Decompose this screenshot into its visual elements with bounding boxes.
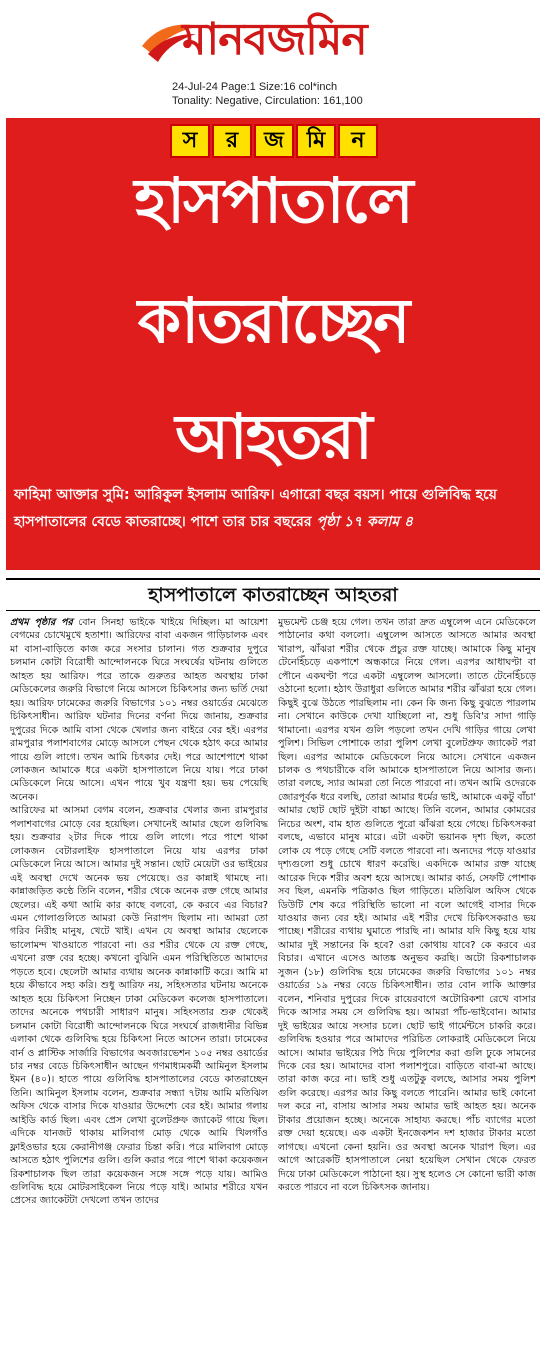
clipping-meta xyxy=(172,80,363,108)
column-2 xyxy=(278,616,536,1354)
meta-tonality: Tonality: Negative, Circulation: 161,100 xyxy=(172,95,363,107)
jump-reference: পৃষ্ঠা ১৭ কলাম ৪ xyxy=(316,514,414,530)
headline-line-3: আহতরা xyxy=(175,400,371,473)
kicker-sorjomin xyxy=(170,124,380,160)
article-title: হাসপাতালে কাতরাচ্ছেন আহতরা xyxy=(6,578,540,611)
continued-from-label: প্রথম পৃষ্ঠার পর xyxy=(10,617,73,628)
column-1 xyxy=(10,616,268,1354)
byline: ফাহিমা আক্তার সুমি: xyxy=(14,487,130,503)
kicker-letter: স xyxy=(170,124,210,158)
masthead xyxy=(0,0,546,112)
paragraph: মুভমেন্ট চেঞ্জ হয়ে গেল। তখন তারা দ্রুত এম্বুলেন্স এনে মেডিকেলে পাঠানোর কথা বললো। এম্বুলেন্স আসতে আসতে আমার অবস্থা খারাপ, ঝাঁঝরা শরীর থেকে প্রচুর রক্ত যাচ্ছে। আমাকে কিছু মানুষ টেনেহিঁচড়ে একপাশে অন্ধকারে নিয়ে গেল। এরপর আধাঘণ্টা বা পৌনে একঘণ্টা পরে একটা এম্বুলেন্স আসলো। তাতে টেনেহিঁচড়ে ওঠানো হলো। হঠাৎ উরাধুরা গুলিতে আমার শরীর ঝাঁঝরা হয়ে গেল। কিছুই বুঝে উঠতে পারছিলাম না। কেন কি জন্য কিছু বুঝতে পারলাম না। সেখানে কাউকে দেখা যাচ্ছিলো না, শুধু ডিবি'র সাদা গাড়ি থামানো। এরপর যখন গুলি পড়লো তখন দেখি গাড়ির গায়ে লেখা পুলিশ। সিভিল পোশাকে তারা পুলিশ লেখা বুলেটপ্রুফ জ্যাকেট পরা ছিল। এরপর আমাকে মেডিকেলে নিয়ে আসে। সেখানে একজন চালক ও পথচারীকে বলি আমাকে হাসপাতালে নিয়ে আসার জন্য। তারা বলছে, স্যার আমরা তো নিতে পারবো না। তখন আমি ওদেরকে জোরপূর্বক ধরে বলছি, তোরা আমার ধর্মের ভাই, আমাকে একটু বাঁচা' আমার ছোট ছোট দুইটা বাচ্চা আছে। তিনি বলেন, আমার কোমরের নিচের অংশ, বাম হাত গুলিতে পুরো ঝাঁঝরা হয়ে গেছে। চিকিৎসকরা বলছে, এভাবে মানুষ মারে। এটা একটা ভয়ানক দৃশ্য ছিল, কতো লোক যে পড়ে গেছে সেটি বলতে পারবো না। অন্যদের পড়ে যাওয়ার দৃশ্যগুলো শুধু চোখে ধারণ করেছি। একদিকে আমার রক্ত যাচ্ছে আরেক দিকে শরীর অবশ হয়ে আসছে। আমার কার্ড, সেফটি পোশাক সব ছিল, এমনকি পত্রিকাও ছিল গাড়িতে। মতিঝিল অফিস থেকে ডিউটি শেষ করে পরিস্থিতি ভালো না বলে আগেই বাসার দিকে যাওয়ার জন্য বের হই। আমার এই শরীর দেখে চিকিৎসকরাও ভয় পাচ্ছে। শরীরের ব্যথায় ঘুমাতে পারছি না। আমার যদি কিছু হয়ে যায় আমার দুই সন্তানের কি হবে? ওরা কোথায় যাবে? কে করবে এর বিচার। এখানে এসেও আতঙ্ক অনুভব করছি। অটো রিকশাচালক সুজন (১৮) গুলিবিদ্ধ হয়ে ঢামেকের জরুরি বিভাগের ১০১ নম্বর ওয়ার্ডের ১৯ নম্বর বেডে চিকিৎসাধীন। তার বোন লাকি আক্তার বলেন, শনিবার দুপুরের দিকে রায়েরবাগে অটোরিকশা রেখে বাসার দিকে আসার সময় সে গুলিবিদ্ধ হয়। আমরা পাঁচ-ভাইবোন। আমার দুই ভাইয়ের আয়ে সংসার চলে। ছোট ভাই গার্মেন্টসে চাকরি করে। গুলিবিদ্ধ হওয়ার পরে আমাদের পরিচিত লোকরাই মেডিকেলে নিয়ে আসে। আমার ভাইয়ের পিঠ দিয়ে পুলিশের করা গুলি ঢুকে সামনের দিকে বের হয়। আমাদের বাসা পলাশপুরে। বাড়িতে বাবা-মা আছে। তারা কাজ করে না। ভাই শুধু এতটুকু বলছে, আসার সময় পুলিশ গুলি করেছে। এরপর আর কিছু বলতে পারেনি। আমার ভাই কোনো দল করে না, বাসায় আসার সময় আমার ভাই আহত হয়। অনেক টাকার প্রয়োজন হচ্ছে। অনেকে সাহায্য করছে। পাঁচ ব্যাগের মতো রক্ত দেয়া হয়েছে। এক একটা ইনজেকশন দশ হাজার টাকার মতো লাগছে। এখনো কেনা হয়নি। ওর অবস্থা অনেক খারাপ ছিল। এর আগে আরেকটি হাসপাতালে নেয়া হয়েছিল সেখান থেকে ফেরত দিয়ে ঢাকা মেডিকেলে পাঠানো হয়। সুস্থ হলেও সে কোনো ভারী কাজ করতে পারবে না বলে চিকিৎসক জানায়। xyxy=(278,617,536,1194)
kicker-letter: র xyxy=(212,124,252,158)
article-body xyxy=(10,616,536,1354)
newspaper-logo xyxy=(138,10,418,74)
lead-box xyxy=(6,118,540,570)
intro-text: আরিকুল ইসলাম আরিফ। এগারো বছর বয়স। পায়ে গুলিবিদ্ধ হয়ে হাসপাতালের বেডে কাতরাচ্ছে। পাশে তার চার বছরের xyxy=(14,487,497,530)
headline-line-1: হাসপাতালে xyxy=(134,164,412,237)
logo-text: মানবজমিন xyxy=(182,14,367,65)
kicker-letter: জ xyxy=(254,124,294,158)
kicker-letter: ন xyxy=(338,124,378,158)
meta-date-size: 24-Jul-24 Page:1 Size:16 col*inch xyxy=(172,81,338,93)
paragraph: আরিফের মা আসমা বেগম বলেন, শুক্রবার খেলার জন্য রামপুরার পলাশবাগের মোড়ে বের হয়েছিল। সেখানেই আমার ছেলে গুলিবিদ্ধ হয়। শুক্রবার ২টার দিকে পায়ে গুলি লাগে। পরে পাশে থাকা লোকজন বেটারলাইফ হাসপাতালে নিয়ে যায় এরপর ঢাকা মেডিকেলে নিয়ে আসে। আমার দুই সন্তান। ছোট মেয়েটা ওর ভাইয়ের এই অবস্থা দেখে অনেক ভয় পেয়েছে। ওর কান্নাই থামছে না। কান্নাজড়িত কণ্ঠে তিনি বলেন, শরীর থেকে অনেক রক্ত গেছে আমার ছেলের। এই কথা আমি কার কাছে বলবো, কে করবে এর বিচার? এমন গোলাগুলিতে আমরা কেউ নিরাপদ ছিলাম না। আমরা তো গরিব নিরীহ মানুষ, খেটে খাই। এখন যে অবস্থা আমার ছেলেকে ভালোমন্দ খাওয়াতে পারবো না। ওর শরীর থেকে যে রক্ত গেছে, এখনো রক্ত বের হচ্ছে। কখনো বুঝিনি এমন পরিস্থিতিতে আমাদের পড়তে হবে। ছেলেটা আমার ব্যথায় অনেক কান্নাকাটি করে। আমি মা হয়ে কীভাবে সহ্য করি। শুধু আরিফ নয়, সহিংসতার ঘটনায় অনেকে আহত হয়ে চিকিৎসা নিচ্ছেন ঢাকা মেডিকেল কলেজ হাসপাতালে। তাদের অনেকে পথচারী সাধারণ মানুষ। সহিংসতার শুরু থেকেই চলমান কোটা বিরোধী আন্দোলনকে ঘিরে সংঘর্ষে রাজধানীর বিভিন্ন এলাকা থেকে গুলিবিদ্ধ হয়ে চিকিৎসা নিতে আসেন তারা। ঢামেকের বার্ন ও প্লাস্টিক সার্জারি বিভাগের অবজারভেশন ১০৫ নম্বর ওয়ার্ডের চার নম্বর বেডে চিকিৎসাধীন আছেন গণমাধ্যমকর্মী আমিনুল ইসলাম ইমন (৪০)। হাতে পায়ে গুলিবিদ্ধ হাসপাতালের বেডে কাতরাচ্ছেন তিনি। আমিনুল ইসলাম বলেন, শুক্রবার সন্ধ্যা ৭টায় আমি মতিঝিল অফিস থেকে বাসার দিকে যাওয়ার উদ্দেশ্যে বের হই। আমার গলায় আইডি কার্ড ছিল। এবং প্রেস লেখা বুলেটপ্রুফ জ্যাকেট গায়ে ছিল। এদিকে যানজট থাকায় মালিবাগ মোড় থেকে আমি খিলগাঁও ফ্লাইওভার হয়ে কেরানীগঞ্জ ফেরার চিন্তা করি। পরে মালিবাগ মোড়ে আসতে হঠাৎ পুলিশের গুলি। গুলি করার পরে পাশে থাকা কয়েকজন রিকশাচালক ছিল তারা কয়েকজন সঙ্গে সঙ্গে পড়ে যায়। আমিও গুলিবিদ্ধ হয়ে মোটরসাইকেল নিয়ে পড়ে যাই। আমার শরীরে যখন প্রেসের জ্যাকেটটা দেখলো তখন তাদের xyxy=(10,805,268,1207)
kicker-letter: মি xyxy=(296,124,336,158)
paragraph xyxy=(10,616,268,804)
headline-line-2: কাতরাচ্ছেন xyxy=(137,284,409,357)
lead-intro xyxy=(14,482,534,536)
paragraph-text: বোন সিনহা ভাইকে খাইয়ে দিচ্ছিল। মা আয়েশা বেগমের চোখেমুখে হতাশা। আরিফের বাবা একজন গাড়িচালক এবং মা বাসা-বাড়িতে কাজ করে সংসার চালান। গত শুক্রবার দুপুরে চলমান কোটা বিরোধী আন্দোলনকে ঘিরে সংঘর্ষের ঘটনায় গুলিতে আহত হয় আরিফ। পরে তাকে গুরুতর আহত অবস্থায় ঢাকা মেডিকেলের জরুরি বিভাগে নিয়ে আসলে চিকিৎসার জন্য ভর্তি দেয়া হয়। আরিফ ঢামেকের জরুরি বিভাগের ১০১ নম্বর ওয়ার্ডের মেঝেতে চিকিৎসাধীন। আরিফ ঘটনার দিনের বর্ণনা দিয়ে জানায়, শুক্রবার দুপুরের দিকে আমি বাসা থেকে খেলার জন্য বাইরে বের হই। এরপর রামপুরার পলাশবাগের মোড়ে আসলে পেছন থেকে হঠাৎ করে আমার পায়ে গুলি লাগে। তখন আমি চিৎকার দেই। পরে আশেপাশে থাকা লোকজন আমাকে ধরে একটা হাসপাতালে নিয়ে যায়। পরে ঢাকা মেডিকেলে নিয়ে আসে। এখন পায়ে খুব যন্ত্রণা হয়। ভয় পেয়েছি অনেক। xyxy=(10,617,268,803)
